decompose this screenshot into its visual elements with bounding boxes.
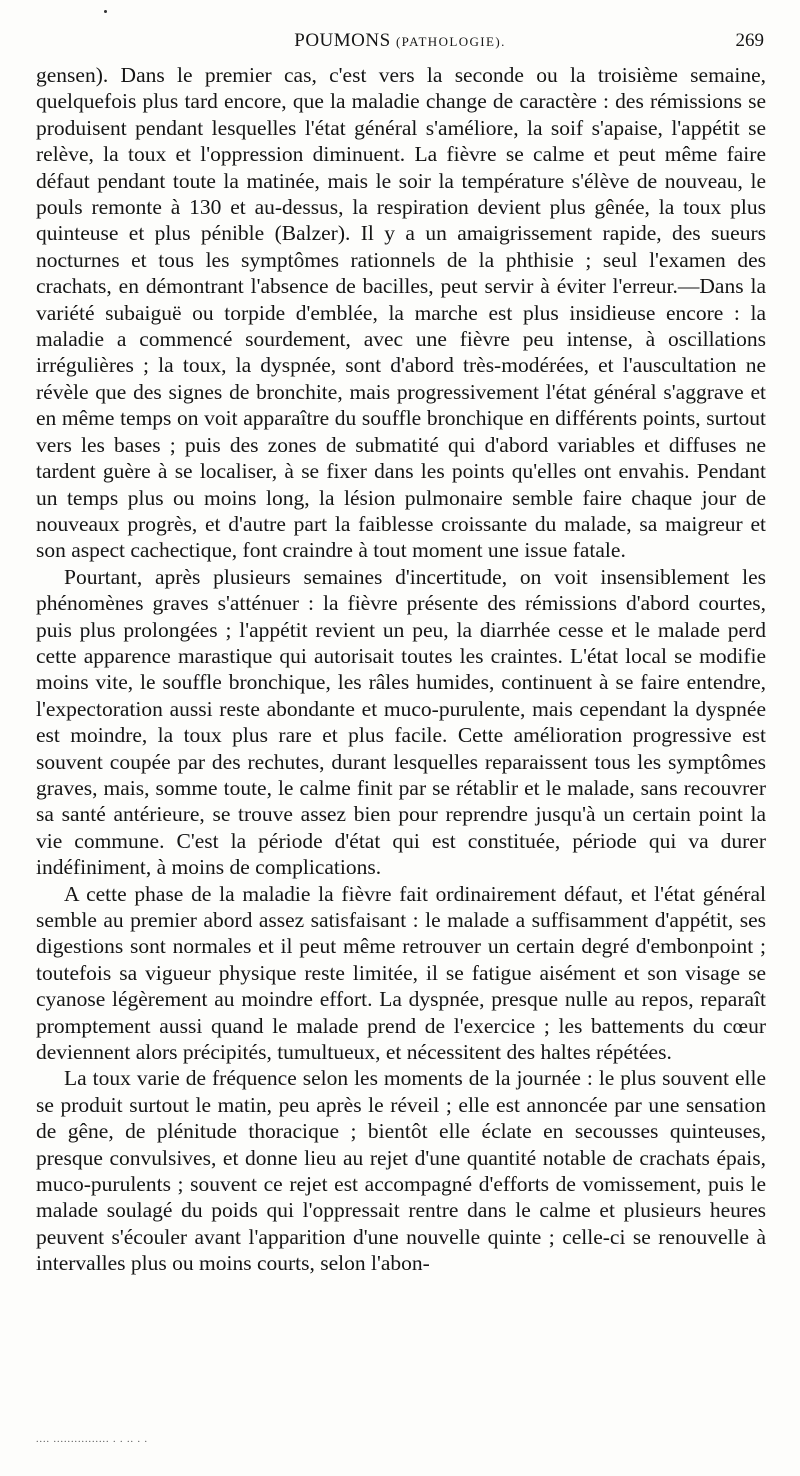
page-number: 269 [735,30,764,51]
body-text [36,62,766,1277]
paragraph-continued: gensen). Dans le premier cas, c'est vers la seconde ou la troisième semaine, quelquefois plus tard encore, que la maladie change de caractère : des rémissions se produisent pendant lesquelles l'état général s'améliore, la soif s'apaise, l'appétit se relève, la toux et l'oppression diminuent. La fièvre se calme et peut même faire défaut pendant toute la matinée, mais le soir la température s'élève de nouveau, le pouls remonte à 130 et au-dessus, la respiration devient plus gênée, la toux plus quinteuse et plus pénible (Balzer). Il y a un amaigrissement rapide, des sueurs nocturnes et tous les symptômes rationnels de la phthisie ; seul l'examen des crachats, en démontrant l'absence de bacilles, peut servir à éviter l'erreur.—Dans la variété subaiguë ou torpide d'emblée, la marche est plus insidieuse encore : la maladie a commencé sourdement, avec une fièvre peu intense, à oscillations irrégulières ; la toux, la dyspnée, sont d'abord très-modérées, et l'auscultation ne révèle que des signes de bronchite, mais progressivement l'état général s'aggrave et en même temps on voit apparaître du souffle bronchique en différents points, surtout vers les bases ; puis des zones de submatité qui d'abord variables et diffuses ne tardent guère à se localiser, à se fixer dans les points qu'elles ont envahis. Pendant un temps plus ou moins long, la lésion pulmonaire semble faire chaque jour de nouveaux progrès, et d'autre part la faiblesse croissante du malade, sa maigreur et son aspect cachectique, font craindre à tout moment une issue fatale. [36,63,766,563]
print-speck [104,10,107,13]
footer-dotted-rule: .... ................ . . .. . . [36,1434,148,1445]
running-head [36,30,764,60]
paragraph: Pourtant, après plusieurs semaines d'incertitude, on voit insensiblement les phénomènes graves s'atténuer : la fièvre présente des rémissions d'abord courtes, puis plus prolongées ; l'appétit revient un peu, la diarrhée cesse et le malade perd cette apparence marastique qui autorisait toutes les craintes. L'état local se modifie moins vite, le souffle bronchique, les râles humides, continuent à se faire entendre, l'expectoration aussi reste abondante et muco-purulente, mais cependant la dyspnée est moindre, la toux plus rare et plus facile. Cette amélioration progressive est souvent coupée par des rechutes, durant lesquelles reparaissent tous les symptômes graves, mais, somme toute, le calme finit par se rétablir et le malade, sans recouvrer sa santé antérieure, se trouve assez bien pour reprendre jusqu'à un certain point la vie commune. C'est la période d'état qui est constituée, période qui va durer indéfiniment, à moins de complications. [36,564,766,880]
running-title [36,30,764,52]
running-title-main: POUMONS [294,30,391,51]
paragraph: A cette phase de la maladie la fièvre fait ordinairement défaut, et l'état général semble au premier abord assez satisfaisant : le malade a suffisamment d'appétit, ses digestions sont normales et il peut même retrouver un certain degré d'embonpoint ; toutefois sa vigueur physique reste limitée, il se fatigue aisément et son visage se cyanose légèrement au moindre effort. La dyspnée, presque nulle au repos, reparaît promptement aussi quand le malade prend de l'exercice ; les battements du cœur deviennent alors précipités, tumultueux, et nécessitent des haltes répétées. [36,881,766,1065]
paragraph: La toux varie de fréquence selon les moments de la journée : le plus souvent elle se produit surtout le matin, peu après le réveil ; elle est annoncée par une sensation de gêne, de plénitude thoracique ; bientôt elle éclate en secousses quinteuses, presque convulsives, et donne lieu au rejet d'une quantité notable de crachats épais, muco-purulents ; souvent ce rejet est accompagné d'efforts de vomissement, puis le malade soulagé du poids qui l'oppressait rentre dans le calme et plusieurs heures peuvent s'écouler avant l'apparition d'une nouvelle quinte ; celle-ci se renouvelle à intervalles plus ou moins courts, selon l'abon- [36,1066,766,1276]
running-title-subtitle: (PATHOLOGIE). [395,34,506,49]
